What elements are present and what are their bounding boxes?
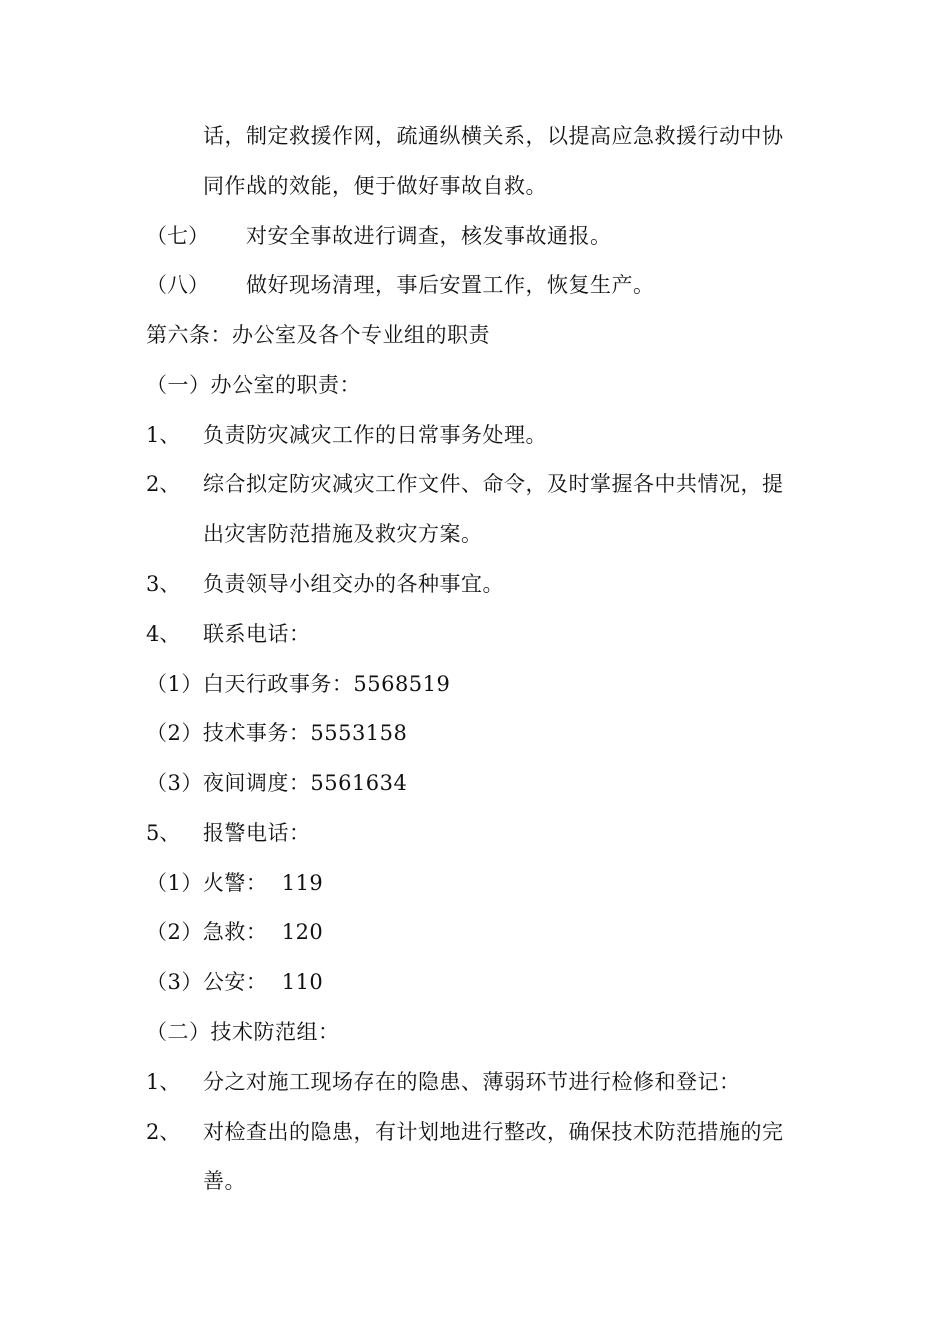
tech-item-1-text: 分之对施工现场存在的隐患、薄弱环节进行检修和登记： [203,1070,741,1094]
item-7-label: （七） [146,224,209,248]
tech-heading: （二）技术防范组： [146,1020,340,1044]
tech-item-1-num: 1、 [146,1070,181,1094]
office-item-4-text: 联系电话： [203,622,311,646]
office-item-1-text: 负责防灾减灾工作的日常事务处理。 [203,423,547,447]
alarm-ambulance: （2）急救： 120 [146,920,324,944]
office-heading: （一）办公室的职责： [146,373,361,397]
item-7-text: 对安全事故进行调查，核发事故通报。 [246,224,612,248]
office-item-2-text: 综合拟定防灾减灾工作文件、命令，及时掌握各中共情况，提 [203,472,784,496]
article-6-title: 第六条：办公室及各个专业组的职责 [146,323,490,347]
continuation-line-2: 同作战的效能，便于做好事故自救。 [203,174,547,198]
tech-item-2-num: 2、 [146,1120,181,1144]
office-item-2-text-cont: 出灾害防范措施及救灾方案。 [203,522,483,546]
tech-item-2-text-cont: 善。 [203,1169,246,1193]
contact-day-admin: （1）白天行政事务：5568519 [146,672,451,696]
office-item-3-num: 3、 [146,572,181,596]
alarm-police: （3）公安： 110 [146,970,324,994]
tech-item-2-text: 对检查出的隐患，有计划地进行整改，确保技术防范措施的完 [203,1120,784,1144]
alarm-fire: （1）火警： 119 [146,871,324,895]
office-item-5-text: 报警电话： [203,821,311,845]
item-8-text: 做好现场清理，事后安置工作，恢复生产。 [246,273,655,297]
office-item-1-num: 1、 [146,423,181,447]
office-item-5-num: 5、 [146,821,181,845]
continuation-line-1: 话，制定救援作网，疏通纵横关系，以提高应急救援行动中协 [203,124,784,148]
contact-technical: （2）技术事务：5553158 [146,721,408,745]
office-item-2-num: 2、 [146,472,181,496]
office-item-3-text: 负责领导小组交办的各种事宜。 [203,572,504,596]
contact-night-dispatch: （3）夜间调度：5561634 [146,771,408,795]
item-8-label: （八） [146,273,209,297]
office-item-4-num: 4、 [146,622,181,646]
